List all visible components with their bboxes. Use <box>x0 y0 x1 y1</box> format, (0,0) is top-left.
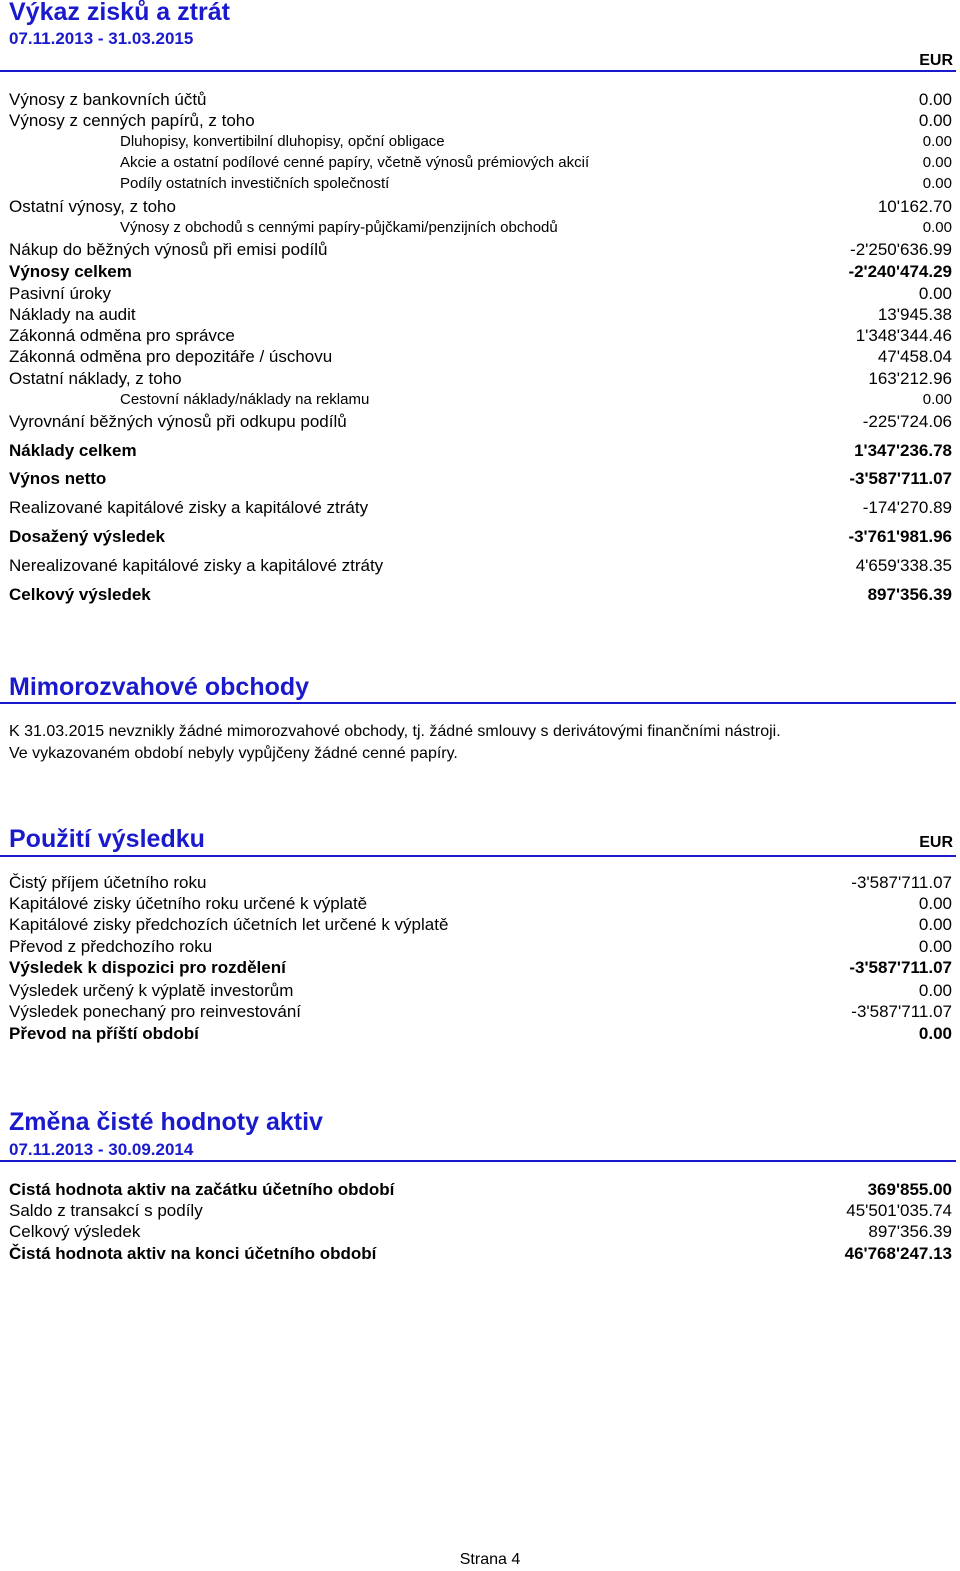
nav-row-value: 46'768'247.13 <box>844 1244 952 1263</box>
offbalance-line-2: Ve vykazovaném období nebyly vypůjčeny žádné cenné papíry. <box>9 745 458 762</box>
usage-row-value: -3'587'711.07 <box>851 873 952 892</box>
income-period: 07.11.2013 - 31.03.2015 <box>9 29 194 48</box>
income-row-value: 0.00 <box>922 175 952 192</box>
income-row-label: Ostatní náklady, z toho <box>9 369 182 388</box>
income-currency: EUR <box>919 52 953 69</box>
nav-row-label: Saldo z transakcí s podíly <box>9 1201 203 1220</box>
income-row-value: -3'761'981.96 <box>848 527 952 546</box>
income-row-value: 0.00 <box>922 133 952 150</box>
income-row-label: Cestovní náklady/náklady na reklamu <box>120 391 370 408</box>
income-row-value: 1'347'236.78 <box>854 441 952 460</box>
income-row-label: Vyrovnání běžných výnosů při odkupu podílů <box>9 412 347 431</box>
income-row-value: 0.00 <box>922 154 952 171</box>
usage-row-label: Výsledek ponechaný pro reinvestování <box>9 1002 302 1021</box>
income-row-value: -3'587'711.07 <box>849 469 952 488</box>
income-row-label: Akcie a ostatní podílové cenné papíry, včetně výnosů prémiových akcií <box>120 154 590 171</box>
usage-row-label: Převod z předchozího roku <box>9 937 213 956</box>
income-row-value: 1'348'344.46 <box>855 326 952 345</box>
usage-row-value: -3'587'711.07 <box>849 958 952 977</box>
usage-row-label: Čistý příjem účetního roku <box>9 873 207 892</box>
income-row-label: Výnosy z obchodů s cennými papíry-půjčkami/penzijních obchodů <box>120 219 558 236</box>
nav-rule <box>0 1160 956 1162</box>
usage-row-value: 0.00 <box>918 1024 952 1043</box>
nav-row-label: Cistá hodnota aktiv na začátku účetního období <box>9 1180 395 1199</box>
page-number: Strana 4 <box>459 1551 521 1568</box>
income-row-label: Nerealizované kapitálové zisky a kapitálové ztráty <box>9 556 384 575</box>
income-row-value: 897'356.39 <box>867 585 952 604</box>
income-title: Výkaz zisků a ztrát <box>9 0 230 26</box>
nav-period: 07.11.2013 - 30.09.2014 <box>9 1140 194 1159</box>
income-row-label: Zákonná odměna pro depozitáře / úschovu <box>9 347 333 366</box>
nav-row-label: Celkový výsledek <box>9 1222 141 1241</box>
income-rule <box>0 70 956 72</box>
nav-row-value: 45'501'035.74 <box>846 1201 952 1220</box>
usage-row-label: Kapitálové zisky účetního roku určené k výplatě <box>9 894 368 913</box>
offbalance-line-1: K 31.03.2015 nevznikly žádné mimorozvahové obchody, tj. žádné smlouvy s derivátovými finančními nástroji. <box>9 723 781 740</box>
usage-row-value: -3'587'711.07 <box>851 1002 952 1021</box>
usage-row-label: Výsledek určený k výplatě investorům <box>9 981 294 1000</box>
offbalance-title: Mimorozvahové obchody <box>9 673 310 701</box>
income-row-value: 0.00 <box>922 219 952 236</box>
income-row-value: -174'270.89 <box>862 498 952 517</box>
income-row-value: 4'659'338.35 <box>855 556 952 575</box>
usage-row-value: 0.00 <box>918 937 952 956</box>
income-row-value: 0.00 <box>918 111 952 130</box>
income-row-value: 163'212.96 <box>868 369 952 388</box>
income-row-label: Realizované kapitálové zisky a kapitálové ztráty <box>9 498 369 517</box>
income-row-label: Náklady celkem <box>9 441 137 460</box>
income-row-value: 47'458.04 <box>877 347 952 366</box>
nav-row-value: 897'356.39 <box>868 1222 952 1241</box>
usage-row-value: 0.00 <box>918 981 952 1000</box>
income-row-label: Dluhopisy, konvertibilní dluhopisy, opční obligace <box>120 133 445 150</box>
income-row-label: Celkový výsledek <box>9 585 151 604</box>
usage-rule <box>0 855 956 857</box>
income-row-value: -2'250'636.99 <box>850 240 952 259</box>
income-row-value: 0.00 <box>918 90 952 109</box>
usage-title: Použití výsledku <box>9 825 205 853</box>
income-row-label: Náklady na audit <box>9 305 136 324</box>
usage-currency: EUR <box>919 834 953 851</box>
income-row-value: -225'724.06 <box>862 412 952 431</box>
income-row-label: Výnosy z bankovních účtů <box>9 90 207 109</box>
income-row-label: Ostatní výnosy, z toho <box>9 197 176 216</box>
income-row-value: 0.00 <box>918 284 952 303</box>
income-row-label: Výnos netto <box>9 469 107 488</box>
income-row-label: Výnosy celkem <box>9 262 132 281</box>
income-row-label: Výnosy z cenných papírů, z toho <box>9 111 255 130</box>
income-row-value: 10'162.70 <box>877 197 952 216</box>
usage-row-label: Kapitálové zisky předchozích účetních let určené k výplatě <box>9 915 449 934</box>
income-row-label: Zákonná odměna pro správce <box>9 326 235 345</box>
usage-row-value: 0.00 <box>918 894 952 913</box>
income-row-value: -2'240'474.29 <box>848 262 952 281</box>
income-row-value: 0.00 <box>922 391 952 408</box>
income-row-label: Podíly ostatních investičních společností <box>120 175 390 192</box>
offbalance-rule <box>0 702 956 704</box>
usage-row-label: Převod na příští období <box>9 1024 199 1043</box>
income-row-value: 13'945.38 <box>877 305 952 324</box>
nav-row-value: 369'855.00 <box>867 1180 952 1199</box>
usage-row-label: Výsledek k dispozici pro rozdělení <box>9 958 286 977</box>
income-row-label: Dosažený výsledek <box>9 527 165 546</box>
income-row-label: Nákup do běžných výnosů při emisi podílů <box>9 240 328 259</box>
usage-row-value: 0.00 <box>918 915 952 934</box>
income-row-label: Pasivní úroky <box>9 284 112 303</box>
nav-title: Změna čisté hodnoty aktiv <box>9 1108 323 1136</box>
nav-row-label: Čistá hodnota aktiv na konci účetního období <box>9 1244 377 1263</box>
